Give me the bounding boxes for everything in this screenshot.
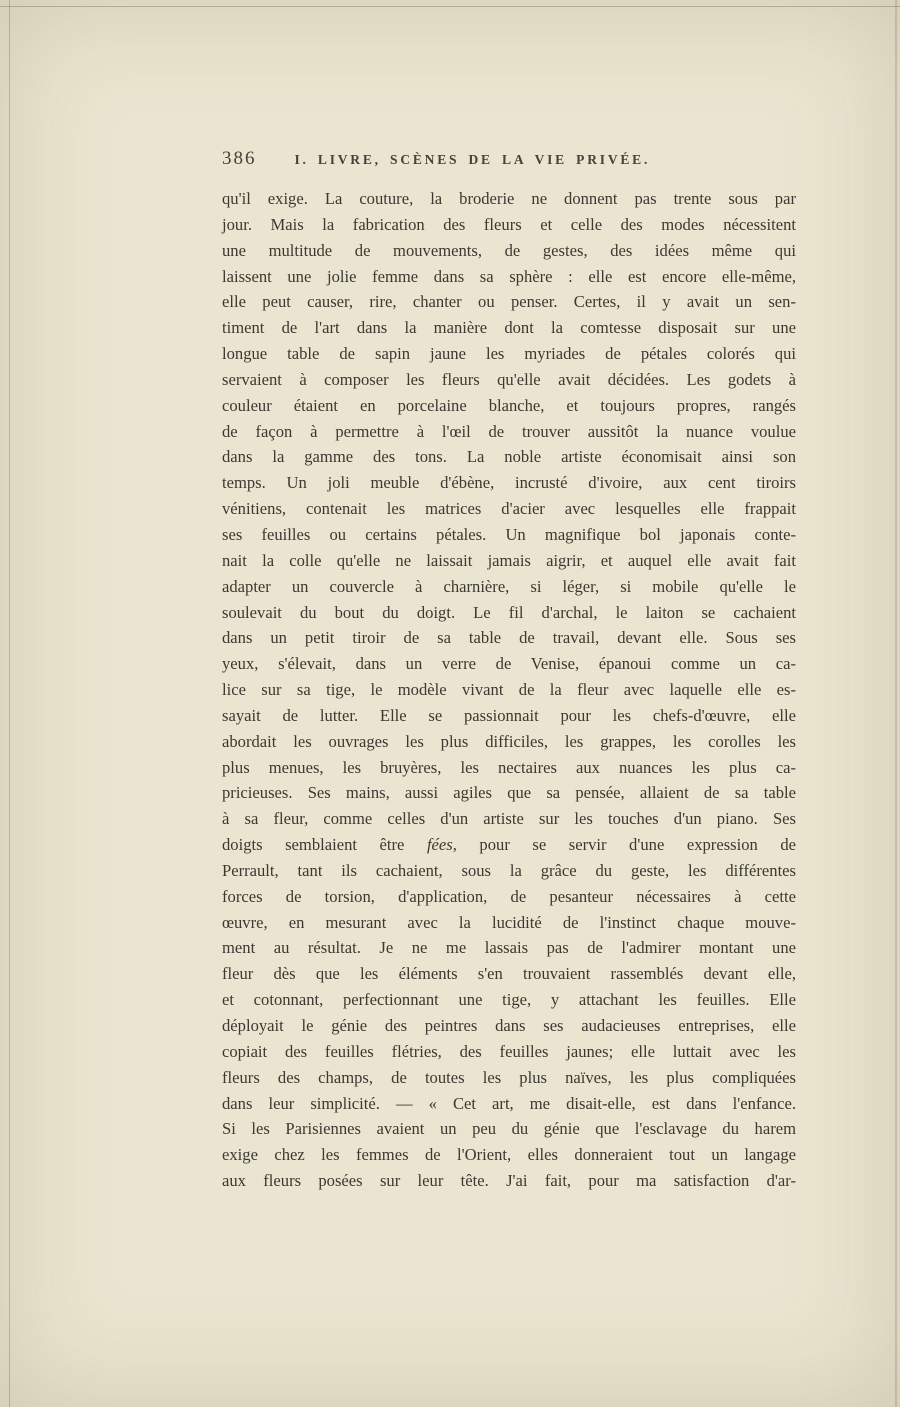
text-segment: dans la gamme des tons. La noble artiste économisait ainsi son <box>222 447 796 467</box>
text-segment: lice sur sa tige, le modèle vivant de la fleur avec laquelle elle es- <box>222 680 796 700</box>
text-segment: vénitiens, contenait les matrices d'acier avec lesquelles elle frappait <box>222 499 796 519</box>
text-line <box>222 703 796 729</box>
text-line <box>222 470 796 496</box>
text-segment: à sa fleur, comme celles d'un artiste sur les touches d'un piano. Ses <box>222 809 796 829</box>
text-segment: qu'il exige. La couture, la broderie ne donnent pas trente sous par <box>222 189 796 208</box>
text-segment: exige chez les femmes de l'Orient, elles donneraient tout un langage <box>222 1145 796 1165</box>
text-segment: plus menues, les bruyères, les nectaires aux nuances les plus ca- <box>222 757 796 777</box>
text-line <box>222 419 796 445</box>
text-line <box>222 651 796 677</box>
text-line <box>222 393 796 419</box>
text-segment: ment au résultat. Je ne me lassais pas de l'admirer montant une <box>222 938 796 958</box>
running-title: I. LIVRE, SCÈNES DE LA VIE PRIVÉE. <box>294 152 651 167</box>
text-segment: de façon à permettre à l'œil de trouver aussitôt la nuance voulue <box>222 421 796 441</box>
text-segment: et cotonnant, perfectionnant une tige, y attachant les feuilles. Elle <box>222 990 796 1010</box>
text-line <box>222 289 796 315</box>
text-segment: copiait des feuilles flétries, des feuilles jaunes; elle luttait avec les <box>222 1041 796 1061</box>
text-segment: temps. Un joli meuble d'ébène, incrusté d'ivoire, aux cent tiroirs <box>222 473 796 493</box>
text-line <box>222 574 796 600</box>
text-line <box>222 1065 796 1091</box>
text-line <box>222 884 796 910</box>
text-line <box>222 677 796 703</box>
text-line <box>222 600 796 626</box>
text-line <box>222 212 796 238</box>
text-segment: aux fleurs posées sur leur tête. J'ai fait, pour ma satisfaction d'ar- <box>222 1171 796 1191</box>
text-line <box>222 264 796 290</box>
text-line <box>222 1039 796 1065</box>
text-segment: œuvre, en mesurant avec la lucidité de l'instinct chaque mouve- <box>222 912 796 932</box>
page-number: 386 <box>222 148 257 169</box>
text-segment: déployait le génie des peintres dans ses audacieuses entreprises, elle <box>222 1016 796 1035</box>
text-segment: laissent une jolie femme dans sa sphère : elle est encore elle-même, <box>222 266 796 286</box>
text-segment: longue table de sapin jaune les myriades de pétales colorés qui <box>222 344 796 364</box>
text-segment: Perrault, tant ils cachaient, sous la grâce du geste, les différentes <box>222 860 796 880</box>
text-line <box>222 755 796 781</box>
text-line <box>222 1116 796 1142</box>
body-text <box>222 186 796 1194</box>
text-segment: pricieuses. Ses mains, aussi agiles que sa pensée, allaient de sa table <box>222 783 796 803</box>
text-line <box>222 935 796 961</box>
text-segment: forces de torsion, d'application, de pesanteur nécessaires à cette <box>222 886 796 906</box>
text-line <box>222 522 796 548</box>
text-line <box>222 1142 796 1168</box>
text-segment: dans leur simplicité. — « Cet art, me disait-elle, est dans l'enfance. <box>222 1093 796 1113</box>
text-segment: jour. Mais la fabrication des fleurs et celle des modes nécessitent <box>222 214 796 234</box>
text-line <box>222 1013 796 1039</box>
text-line <box>222 806 796 832</box>
text-segment: dans un petit tiroir de sa table de travail, devant elle. Sous ses <box>222 628 796 648</box>
text-segment: ses feuilles ou certains pétales. Un magnifique bol japonais conte- <box>222 524 796 544</box>
text-segment: sayait de lutter. Elle se passionnait pour les chefs-d'œuvre, elle <box>222 705 796 725</box>
page-edge-left <box>9 0 10 1407</box>
text-segment: abordait les ouvrages les plus difficiles, les grappes, les corolles les <box>222 731 796 751</box>
text-segment: soulevait du bout du doigt. Le fil d'archal, le laiton se cachaient <box>222 602 796 622</box>
text-segment: elle peut causer, rire, chanter ou penser. Certes, il y avait un sen- <box>222 292 796 312</box>
text-line <box>222 341 796 367</box>
text-line <box>222 625 796 651</box>
text-line <box>222 987 796 1013</box>
text-line <box>222 910 796 936</box>
text-line <box>222 729 796 755</box>
text-segment: adapter un couvercle à charnière, si léger, si mobile qu'elle le <box>222 576 796 596</box>
text-segment: timent de l'art dans la manière dont la comtesse disposait sur une <box>222 318 796 338</box>
text-line <box>222 315 796 341</box>
text-segment: servaient à composer les fleurs qu'elle avait décidées. Les godets à <box>222 369 796 389</box>
text-line <box>222 780 796 806</box>
text-segment: doigts semblaient être <box>222 835 427 855</box>
page-header <box>222 148 796 170</box>
italic-text: fées <box>426 835 453 855</box>
text-segment: couleur étaient en porcelaine blanche, et toujours propres, rangés <box>222 395 796 415</box>
text-segment: Si les Parisiennes avaient un peu du génie que l'esclavage du harem <box>222 1119 796 1139</box>
text-line <box>222 444 796 470</box>
text-line <box>222 367 796 393</box>
text-line <box>222 858 796 884</box>
text-segment: fleur dès que les éléments s'en trouvaient rassemblés devant elle, <box>222 964 796 984</box>
text-line <box>222 832 796 858</box>
text-line <box>222 238 796 264</box>
text-segment: nait la colle qu'elle ne laissait jamais aigrir, et auquel elle avait fait <box>222 550 796 570</box>
page-edge-right <box>895 0 897 1407</box>
page-edge-top <box>0 6 900 7</box>
text-segment: une multitude de mouvements, de gestes, des idées même qui <box>222 240 796 260</box>
text-line <box>222 1091 796 1117</box>
text-line <box>222 961 796 987</box>
text-segment: yeux, s'élevait, dans un verre de Venise, épanoui comme un ca- <box>222 654 796 674</box>
text-segment: , pour se servir d'une expression de <box>452 835 797 855</box>
text-line <box>222 1168 796 1194</box>
text-segment: fleurs des champs, de toutes les plus naïves, les plus compliquées <box>222 1067 796 1087</box>
text-line <box>222 186 796 212</box>
text-line <box>222 548 796 574</box>
text-line <box>222 496 796 522</box>
